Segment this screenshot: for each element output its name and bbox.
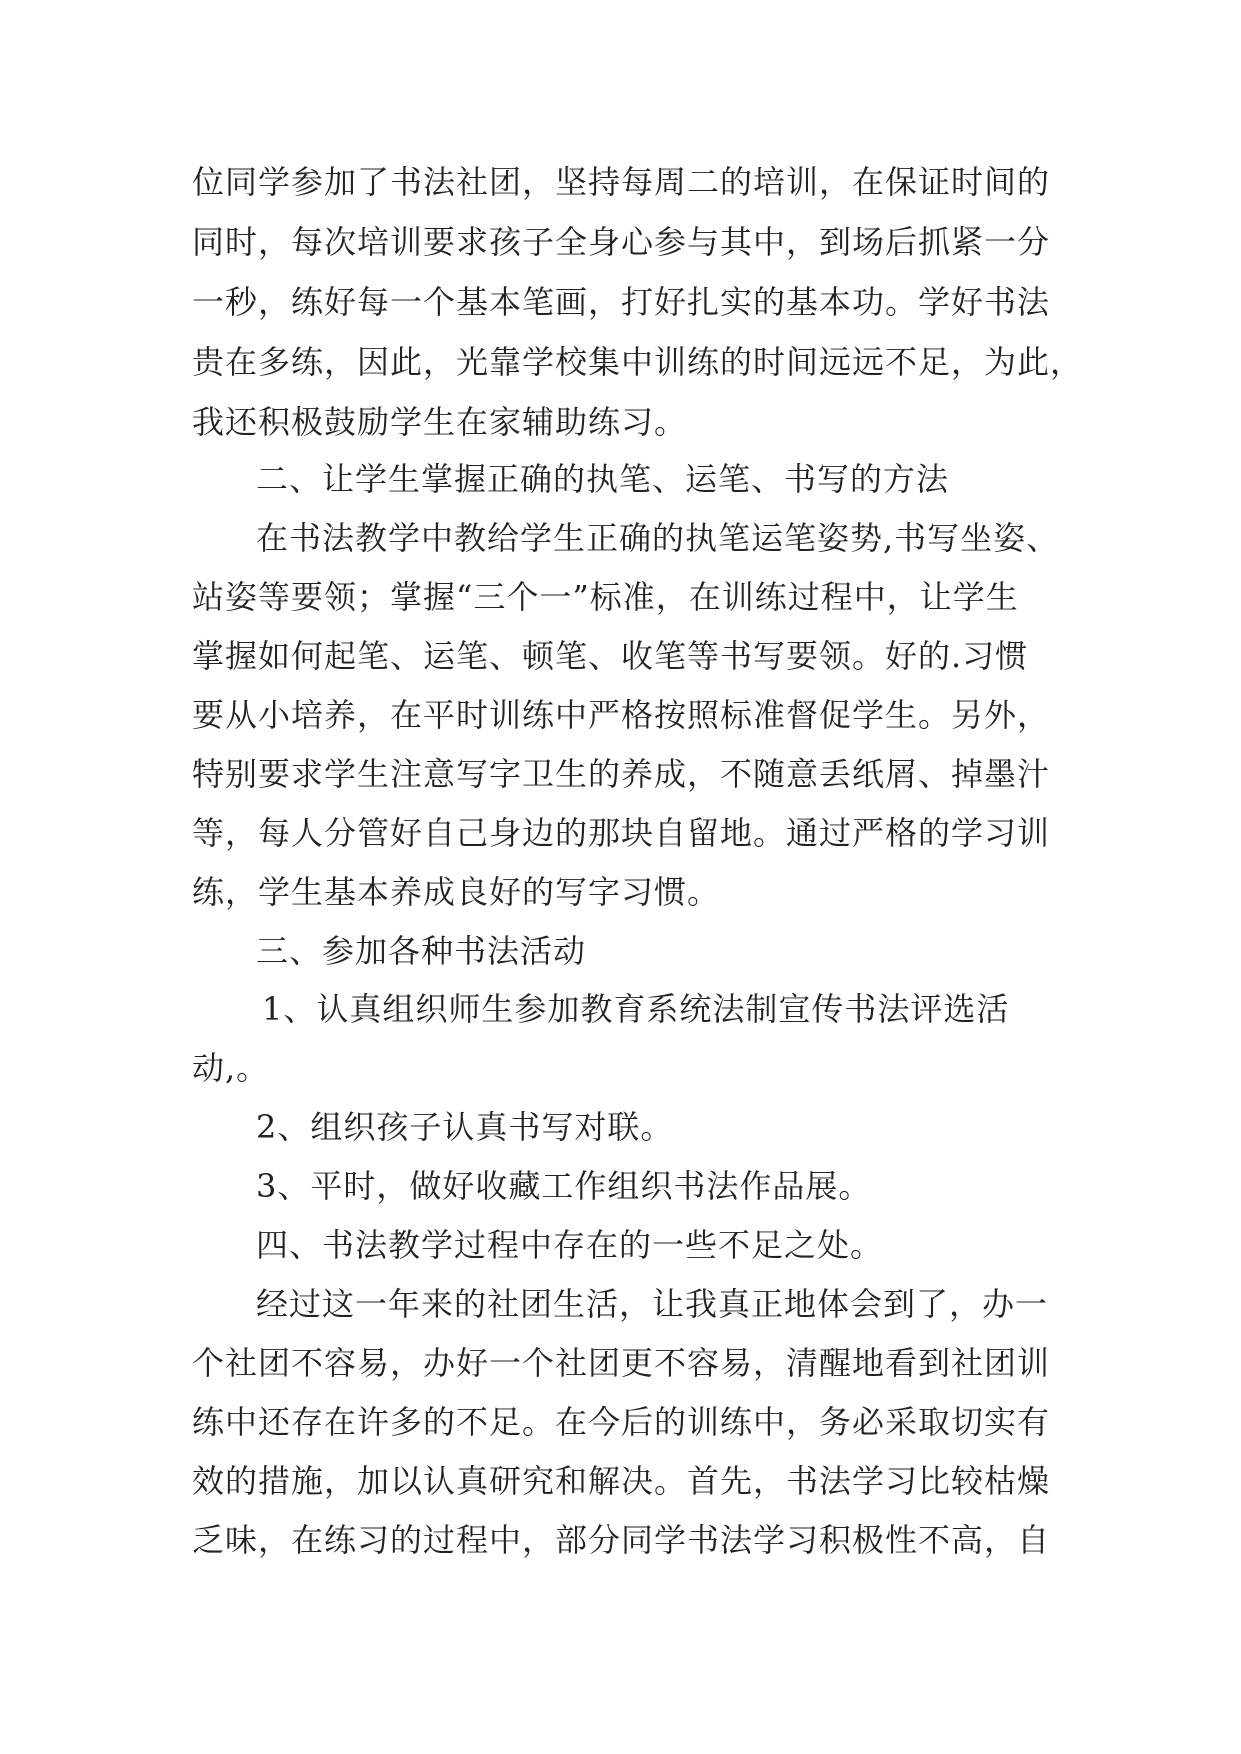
text-line: 站姿等要领；掌握“三个一”标准，在训练过程中，让学生 (192, 578, 1019, 616)
text-line: 练中还存在许多的不足。在今后的训练中，务必采取切实有 (192, 1403, 1051, 1441)
text-line: 同时，每次培训要求孩子全身心参与其中，到场后抓紧一分 (192, 223, 1051, 261)
section-heading: 三、参加各种书法活动 (256, 932, 587, 970)
paragraph-start: 在书法教学中教给学生正确的执笔运笔姿势,书写坐姿、 (256, 519, 1060, 557)
section-heading: 四、书法教学过程中存在的一些不足之处。 (256, 1226, 884, 1264)
text-line: 掌握如何起笔、运笔、顿笔、收笔等书写要领。好的.习惯 (192, 637, 1029, 675)
list-item: 2、组织孩子认真书写对联。 (256, 1108, 674, 1146)
text-line: 要从小培养，在平时训练中严格按照标准督促学生。另外， (192, 696, 1051, 734)
text-line: 位同学参加了书法社团，坚持每周二的培训，在保证时间的 (192, 163, 1051, 201)
text-line: 等，每人分管好自己身边的那块自留地。通过严格的学习训 (192, 814, 1051, 852)
text-line: 练，学生基本养成良好的写字习惯。 (192, 873, 721, 911)
text-line: 乏味，在练习的过程中，部分同学书法学习积极性不高，自 (192, 1521, 1051, 1559)
paragraph-start: 经过这一年来的社团生活，让我真正地体会到了，办一 (256, 1285, 1049, 1323)
text-line: 效的措施，加以认真研究和解决。首先，书法学习比较枯燥 (192, 1462, 1051, 1500)
list-item: 3、平时，做好收藏工作组织书法作品展。 (256, 1167, 872, 1205)
text-line: 特别要求学生注意写字卫生的养成，不随意丢纸屑、掉墨汁 (192, 755, 1051, 793)
section-heading: 二、让学生掌握正确的执笔、运笔、书写的方法 (256, 460, 950, 498)
text-line: 个社团不容易，办好一个社团更不容易，清醒地看到社团训 (192, 1344, 1051, 1382)
text-line: 贵在多练，因此，光靠学校集中训练的时间远远不足，为此， (192, 343, 1084, 381)
text-line: 动,。 (192, 1049, 270, 1087)
text-line: 我还积极鼓励学生在家辅助练习。 (192, 403, 688, 441)
text-line: 一秒，练好每一个基本笔画，打好扎实的基本功。学好书法 (192, 283, 1051, 321)
list-item: 1、认真组织师生参加教育系统法制宣传书法评选活 (262, 990, 1010, 1028)
